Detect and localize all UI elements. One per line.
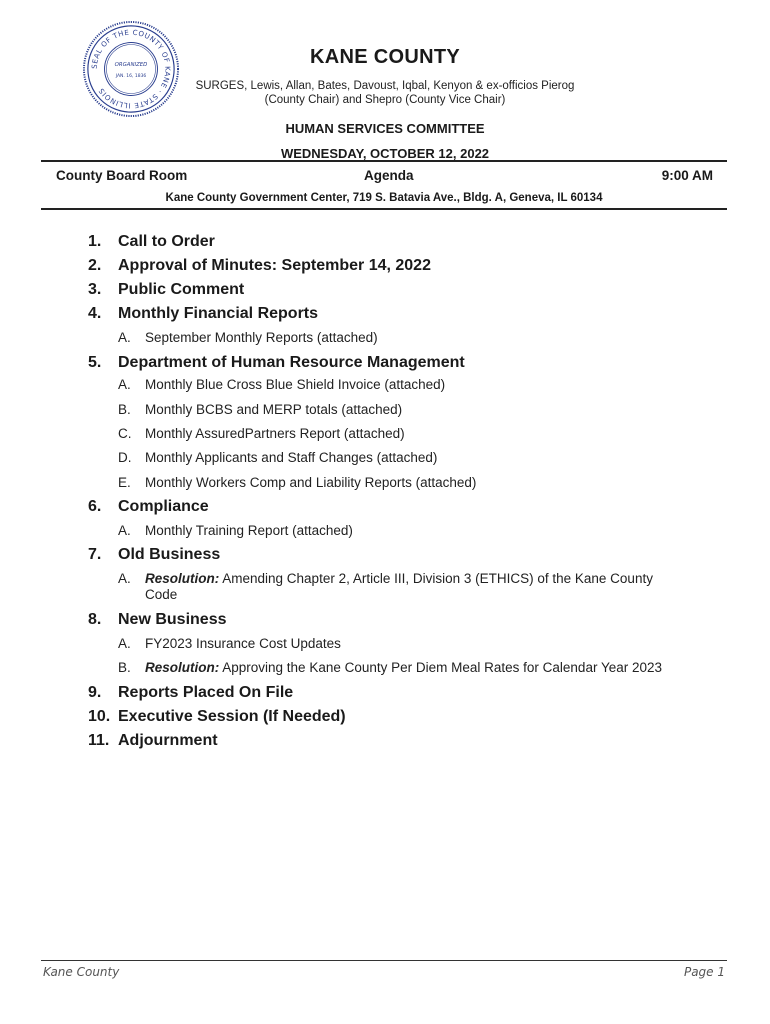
sub-item-letter: D. xyxy=(118,450,132,465)
committee-name: HUMAN SERVICES COMMITTEE xyxy=(285,121,485,136)
meeting-time: 9:00 AM xyxy=(661,168,713,183)
item-number: 7. xyxy=(88,546,102,563)
item-number: 10. xyxy=(88,708,111,725)
item-number: 9. xyxy=(88,684,102,701)
sub-item-text: Monthly Workers Comp and Liability Reports (attached) xyxy=(145,475,477,490)
resolution-text: Approving the Kane County Per Diem Meal Rates for Calendar Year 2023 xyxy=(219,660,663,675)
seal-center-line2: JAN. 16, 1836 xyxy=(115,73,147,79)
item-number: 3. xyxy=(88,281,102,298)
page-footer xyxy=(41,960,727,983)
item-number: 1. xyxy=(88,233,102,250)
resolution-prefix: Resolution: xyxy=(145,571,220,586)
sub-item-letter: B. xyxy=(118,402,131,417)
sub-item-text: FY2023 Insurance Cost Updates xyxy=(145,636,341,651)
footer-county: Kane County xyxy=(43,965,120,979)
sub-item-letter: A. xyxy=(118,523,131,538)
sub-item-letter: A. xyxy=(118,330,131,345)
sub-item-letter: A. xyxy=(118,377,131,392)
sub-item-letter: E. xyxy=(118,475,131,490)
agenda-item-title: Executive Session (If Needed) xyxy=(118,708,346,725)
sub-item-text: September Monthly Reports (attached) xyxy=(145,330,378,345)
document-header xyxy=(195,46,575,161)
agenda-item-title: Approval of Minutes: September 14, 2022 xyxy=(118,257,431,274)
sub-item-letter: C. xyxy=(118,426,132,441)
members-line-1: SURGES, Lewis, Allan, Bates, Davoust, Iqbal, Kenyon & ex-officios Pierog xyxy=(195,80,575,92)
meeting-date: WEDNESDAY, OCTOBER 12, 2022 xyxy=(280,146,490,161)
footer-page-number: Page 1 xyxy=(683,965,725,979)
page-title: KANE COUNTY xyxy=(310,46,460,68)
county-seal xyxy=(82,20,180,118)
sub-item-letter: A. xyxy=(118,636,131,651)
sub-item-text xyxy=(145,660,685,676)
agenda-item-title: Adjournment xyxy=(118,732,218,749)
seal-ring-text: SEAL OF THE COUNTY OF KANE · STATE ILLINOIS xyxy=(89,27,173,111)
item-number: 8. xyxy=(88,611,102,628)
meeting-room: County Board Room xyxy=(56,168,188,183)
agenda-item-title: Compliance xyxy=(118,498,209,515)
seal-center-line1: ORGANIZED xyxy=(114,62,148,69)
committee-members xyxy=(195,79,575,107)
meeting-info-bar xyxy=(41,160,727,210)
agenda-item-title: Monthly Financial Reports xyxy=(118,305,319,322)
meeting-address: Kane County Government Center, 719 S. Batavia Ave., Bldg. A, Geneva, IL 60134 xyxy=(165,192,603,204)
sub-item-text: Monthly Training Report (attached) xyxy=(145,523,353,538)
agenda-item-title: Call to Order xyxy=(118,233,215,250)
county-seal-icon xyxy=(82,20,180,118)
sub-item-text: Monthly Blue Cross Blue Shield Invoice (attached) xyxy=(145,377,446,392)
resolution-prefix: Resolution: xyxy=(145,660,220,675)
sub-item-text: Monthly BCBS and MERP totals (attached) xyxy=(145,402,403,417)
item-number: 11. xyxy=(88,732,110,749)
members-line-2: (County Chair) and Shepro (County Vice Chair) xyxy=(264,94,506,106)
agenda-item-title: Reports Placed On File xyxy=(118,684,294,701)
item-number: 6. xyxy=(88,498,102,515)
sub-item-text: Monthly AssuredPartners Report (attached) xyxy=(145,426,405,441)
sub-item-letter: B. xyxy=(118,660,131,675)
agenda-label: Agenda xyxy=(364,168,414,183)
item-number: 2. xyxy=(88,257,102,274)
agenda-item-title: Public Comment xyxy=(118,281,245,298)
resolution-text: Amending Chapter 2, Article III, Division 3 (ETHICS) of the Kane County Code xyxy=(145,571,653,602)
sub-item-text xyxy=(145,571,685,603)
agenda-item-title: Old Business xyxy=(118,546,221,563)
item-number: 4. xyxy=(88,305,102,322)
item-number: 5. xyxy=(88,354,102,371)
svg-text:SEAL OF THE COUNTY OF KANE · S xyxy=(90,28,173,111)
sub-item-text: Monthly Applicants and Staff Changes (attached) xyxy=(145,450,438,465)
agenda-item-title: New Business xyxy=(118,611,227,628)
sub-item-letter: A. xyxy=(118,571,131,586)
agenda-item-title: Department of Human Resource Management xyxy=(118,354,465,371)
